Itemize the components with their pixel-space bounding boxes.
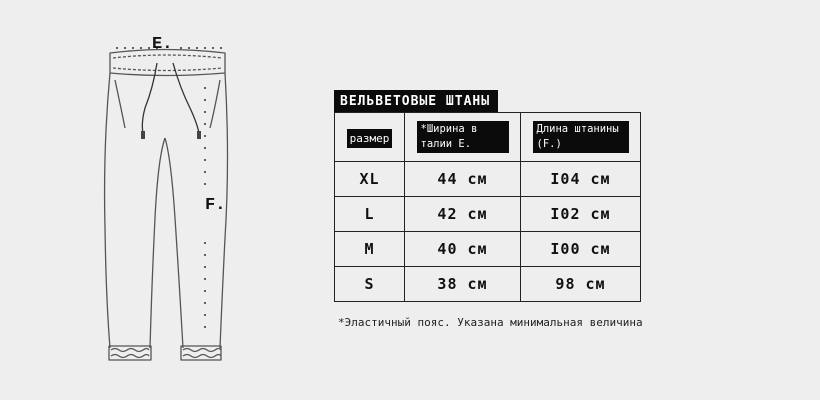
table-row bbox=[335, 232, 641, 267]
footnote: *Эластичный пояс. Указана минимальная величина bbox=[338, 316, 643, 329]
cell-length: I02 см bbox=[521, 197, 641, 232]
cell-size: S bbox=[335, 267, 405, 302]
header-size bbox=[335, 113, 405, 162]
cell-length: I04 см bbox=[521, 162, 641, 197]
cell-size: M bbox=[335, 232, 405, 267]
waist-measure-label: E. bbox=[152, 35, 173, 54]
cell-size: L bbox=[335, 197, 405, 232]
cell-length: 98 см bbox=[521, 267, 641, 302]
chart-title: ВЕЛЬВЕТОВЫЕ ШТАНЫ bbox=[334, 90, 498, 112]
header-waist-label: *Ширина в талии Е. bbox=[417, 121, 509, 153]
table-row bbox=[335, 197, 641, 232]
size-table bbox=[334, 112, 641, 302]
header-length bbox=[521, 113, 641, 162]
cell-waist: 42 см bbox=[405, 197, 521, 232]
header-waist bbox=[405, 113, 521, 162]
cell-size: XL bbox=[335, 162, 405, 197]
header-length-label: Длина штанины (F.) bbox=[533, 121, 629, 153]
size-chart bbox=[334, 90, 640, 302]
cell-waist: 40 см bbox=[405, 232, 521, 267]
table-row bbox=[335, 267, 641, 302]
header-size-label: размер bbox=[347, 129, 393, 148]
cell-waist: 44 см bbox=[405, 162, 521, 197]
table-row bbox=[335, 162, 641, 197]
cell-waist: 38 см bbox=[405, 267, 521, 302]
table-header-row bbox=[335, 113, 641, 162]
length-measure-label: F. bbox=[205, 196, 226, 215]
cell-length: I00 см bbox=[521, 232, 641, 267]
